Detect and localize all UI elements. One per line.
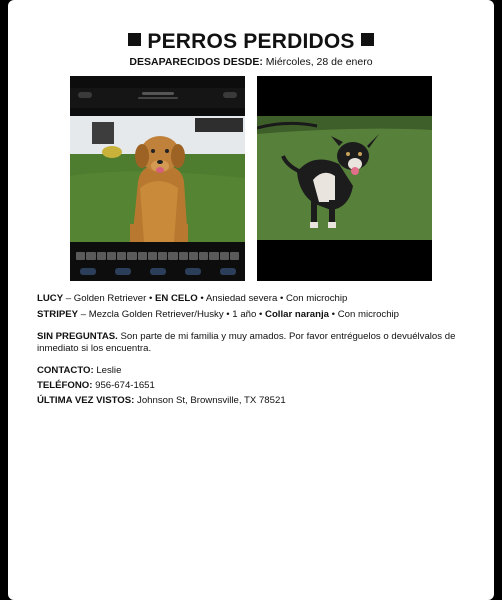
last-seen-location: Johnson St, Brownsville, TX 78521 [134, 395, 286, 406]
no-questions-text: Son parte de mi familia y muy amados. Por favor entréguelos o devuélvalos de inmediato si los encuentra. [37, 331, 456, 354]
missing-since-date: Miércoles, 28 de enero [265, 56, 373, 68]
contact-label: CONTACTO: [37, 365, 94, 376]
lucy-illustration [70, 116, 245, 242]
square-bullet-icon [128, 33, 141, 46]
lucy-photo [70, 76, 245, 281]
phone-photo-header [70, 88, 245, 108]
no-questions-note [37, 331, 477, 355]
stripey-description [37, 309, 477, 321]
last-seen-line [37, 395, 477, 407]
info-icon [150, 268, 166, 275]
stripey-photo [257, 76, 432, 281]
share-icon [80, 268, 96, 275]
square-bullet-icon [361, 33, 374, 46]
phone-photo-toolbar [70, 264, 245, 278]
lucy-details: • Ansiedad severa • Con microchip [197, 293, 348, 304]
photo-thumbnail-strip [76, 252, 239, 260]
contact-line [37, 365, 477, 377]
stripey-breed: – Mezcla Golden Retriever/Husky • 1 año • [78, 309, 266, 320]
stripey-name: STRIPEY [37, 309, 79, 320]
back-icon [78, 92, 92, 98]
missing-since-label: DESAPARECIDOS DESDE: [129, 56, 263, 68]
lucy-name: LUCY [37, 293, 64, 304]
photo-header-title-placeholder [142, 92, 174, 95]
phone-number: 956-674-1651 [92, 380, 155, 391]
favorite-icon [115, 268, 131, 275]
missing-since [8, 56, 494, 68]
flyer-title [8, 30, 494, 54]
stripey-collar: Collar naranja [265, 309, 329, 320]
last-seen-label: ÚLTIMA VEZ VISTOS: [37, 395, 135, 406]
lucy-heat-status: EN CELO [155, 293, 198, 304]
stripey-illustration [257, 116, 432, 240]
phone-label: TELÉFONO: [37, 380, 93, 391]
phone-status-bar [78, 79, 237, 87]
phone-line [37, 380, 477, 392]
contact-name: Leslie [93, 365, 122, 376]
stripey-details: • Con microchip [329, 309, 400, 320]
stripey-image [257, 116, 432, 240]
flyer-title-text: PERROS PERDIDOS [147, 30, 355, 53]
lucy-description [37, 293, 477, 305]
flyer-page [8, 0, 494, 600]
no-questions-label: SIN PREGUNTAS. [37, 331, 118, 342]
delete-icon [220, 268, 236, 275]
edit-icon [185, 268, 201, 275]
lucy-image [70, 116, 245, 242]
photo-header-subtitle-placeholder [138, 97, 178, 99]
lucy-breed: – Golden Retriever • [63, 293, 156, 304]
more-icon [223, 92, 237, 98]
